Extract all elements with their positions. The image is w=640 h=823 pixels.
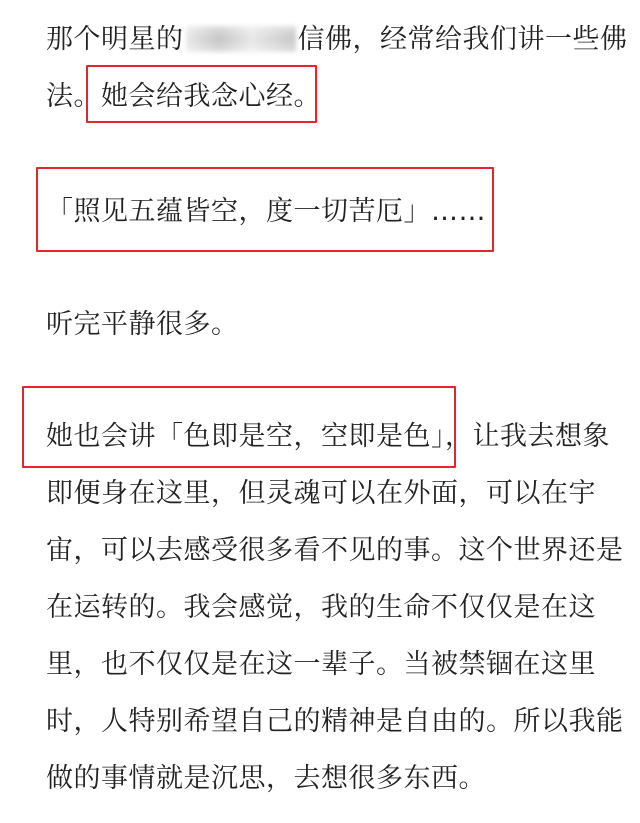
paragraph-line [46,23,628,57]
text-segment: ，让我去想象 [445,421,610,452]
text-segment: 即便身在这里，但灵魂可以在外面，可以在宇 [46,478,596,509]
text-segment: 在运转的。我会感觉，我的生命不仅仅是在这 [46,592,596,623]
text-segment: 时，人特别希望自己的精神是自由的。所以我能 [46,706,624,737]
text-segment: 那个明星的 [46,24,184,55]
paragraph-line [46,477,596,511]
paragraph-line [46,534,624,568]
paragraph-line [46,591,596,625]
highlighted-text: 「照见五蕴皆空，度一切苦厄」…… [46,196,486,227]
highlighted-text: 她会给我念心经。 [101,81,321,112]
highlight-box [22,386,456,468]
highlight-box [86,65,317,123]
text-segment: 听完平静很多。 [46,309,239,340]
text-segment: 里，也不仅仅是在这一辈子。当被禁锢在这里 [46,649,596,680]
highlighted-text: 她也会讲「色即是空，空即是色」 [46,421,445,452]
text-segment: 做的事情就是沉思，去想很多东西。 [46,763,486,794]
text-segment: 宙，可以去感受很多看不见的事。这个世界还是 [46,535,624,566]
paragraph-line [46,762,486,796]
paragraph-line [46,308,239,342]
paragraph-line [46,705,624,739]
text-segment: 信佛，经常给我们讲一些佛 [297,24,628,55]
highlight-box [36,167,494,252]
paragraph-line [46,648,596,682]
text-segment: 法。 [46,81,101,112]
blurred-name-mosaic [186,26,296,52]
